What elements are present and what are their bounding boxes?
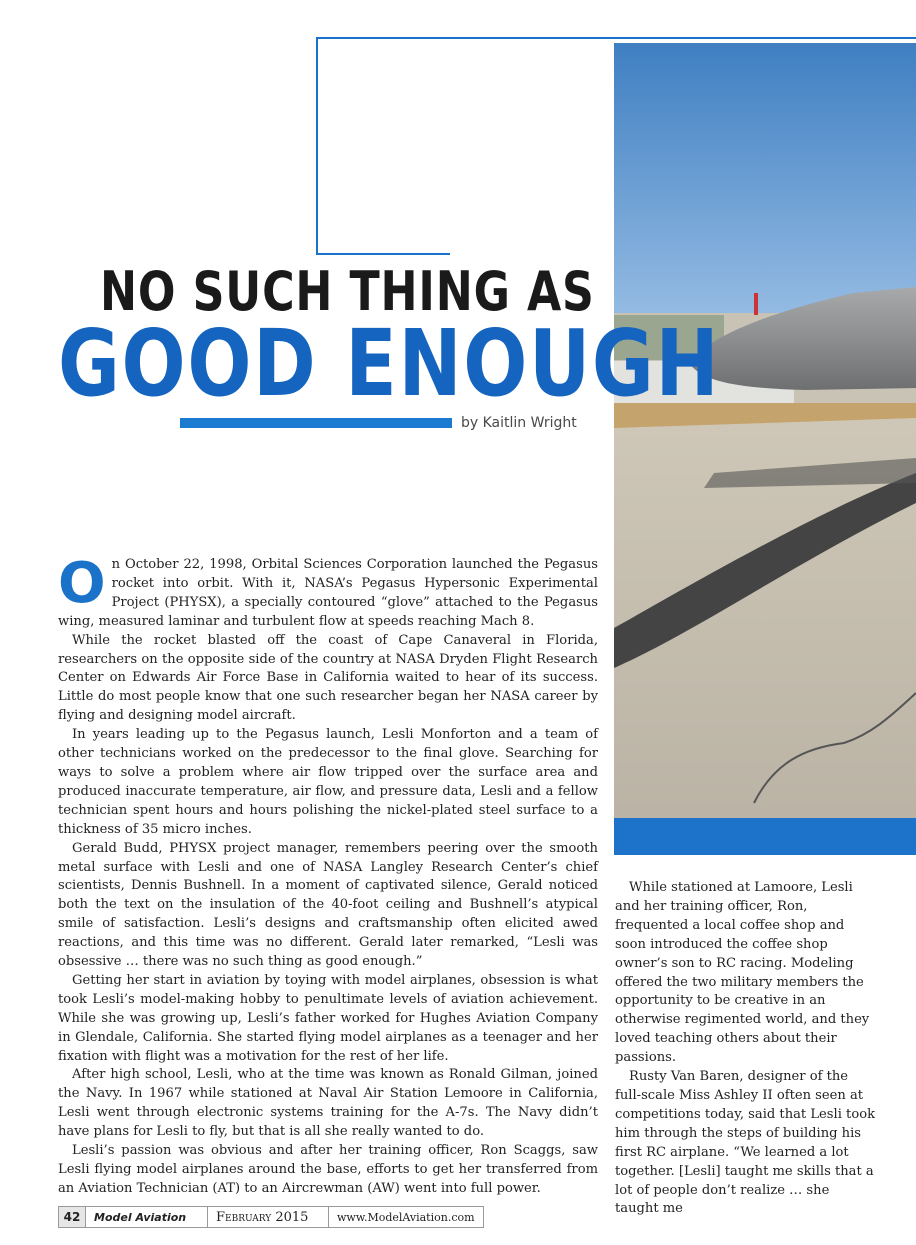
paragraph: Gerald Budd, PHYSX project manager, remembers peering over the smooth metal surface with Lesli and one of NASA Langley Research Center’s chief scientists, Dennis Bushnell. In a moment of captivated silence, Gerald noticed both the text on the insulation of the 40-foot ceiling and Bushnell’s atypical smile of satisfaction. Lesli’s designs and craftsmanship often elicited awed reactions, and this time was no different. Gerald later remarked, “Lesli was obsessive … there was no such thing as good enough.” bbox=[58, 840, 598, 970]
paragraph: Lesli’s passion was obvious and after her training officer, Ron Scaggs, saw Lesli flying model airplanes around the base, efforts to get her transferred from an Aviation Technician (AT) to an Aircrewman (AW) went into full power. bbox=[58, 1143, 598, 1196]
title-accent-bar bbox=[180, 418, 452, 428]
paragraph: While the rocket blasted off the coast of Cape Canaveral in Florida, researchers on the opposite side of the country at NASA Dryden Flight Research Center on Edwards Air Force Base in California waited to hear of its success. Little do most people know that one such researcher began her NASA career by flying and designing model aircraft. bbox=[58, 632, 598, 724]
paragraph: While stationed at Lamoore, Lesli and her training officer, Ron, frequented a local coffee shop and soon introduced the coffee shop owner’s son to RC racing. Modeling offered the two military members the opportunity to be creative in an otherwise regimented world, and they loved teaching others about their passions. bbox=[615, 880, 870, 1066]
frame-top-line bbox=[316, 37, 916, 39]
drop-cap: O bbox=[58, 551, 106, 616]
aircraft-photo bbox=[614, 43, 916, 855]
page-footer bbox=[58, 1206, 484, 1228]
paragraph: Getting her start in aviation by toying with model airplanes, obsession is what took Lesli’s model-making hobby to penultimate levels of aviation achievement. While she was growing up, Lesli’s father worked for Hughes Aviation Company in Glendale, California. She started flying model airplanes as a teenager and her fixation with flight was a motivation for the rest of her life. bbox=[58, 972, 598, 1064]
paragraph: On October 22, 1998, Orbital Sciences Corporation launched the Pegasus rocket into orbit. With it, NASA’s Pegasus Hypersonic Experimental Project (PHYSX), a specially contoured “glove” attached to the Pegasus wing, measured laminar and turbulent flow at speeds reaching Mach 8. bbox=[58, 551, 598, 629]
frame-left-line bbox=[316, 37, 318, 255]
frame-corner-line bbox=[318, 253, 450, 255]
byline: by Kaitlin Wright bbox=[461, 415, 577, 431]
title-line-2: GOOD ENOUGH bbox=[58, 310, 721, 417]
website-link[interactable]: www.ModelAviation.com bbox=[337, 1210, 475, 1224]
article-column-1 bbox=[58, 551, 598, 1199]
paragraph: After high school, Lesli, who at the time was known as Ronald Gilman, joined the Navy. In 1967 while stationed at Naval Air Station Lemoore in California, Lesli went through electronic systems training for the A-7s. The Navy didn’t have plans for Lesli to fly, but that is all she really wanted to do. bbox=[58, 1067, 598, 1140]
article-column-2 bbox=[615, 879, 877, 1219]
page-number: 42 bbox=[59, 1207, 86, 1227]
photo-accent-band bbox=[614, 818, 916, 855]
paragraph: In years leading up to the Pegasus launch, Lesli Monforton and a team of other technicians worked on the predecessor to the final glove. Searching for ways to solve a problem where air flow tripped over the surface area and produced inaccurate temperature, air flow, and pressure data, Lesli and a fellow technician spent hours and hours polishing the nickel-plated steel surface to a thickness of 35 micro inches. bbox=[58, 727, 598, 837]
title-line-1: NO SUCH THING AS bbox=[100, 260, 595, 323]
issue-date: February 2015 bbox=[208, 1207, 329, 1227]
magazine-name: Model Aviation bbox=[86, 1207, 208, 1227]
paragraph: Rusty Van Baren, designer of the full-scale Miss Ashley II often seen at competitions today, said that Lesli took him through the steps of building his first RC airplane. “We learned a lot together. [Lesli] taught me skills that a lot of people don’t realize … she taught me bbox=[615, 1069, 876, 1217]
